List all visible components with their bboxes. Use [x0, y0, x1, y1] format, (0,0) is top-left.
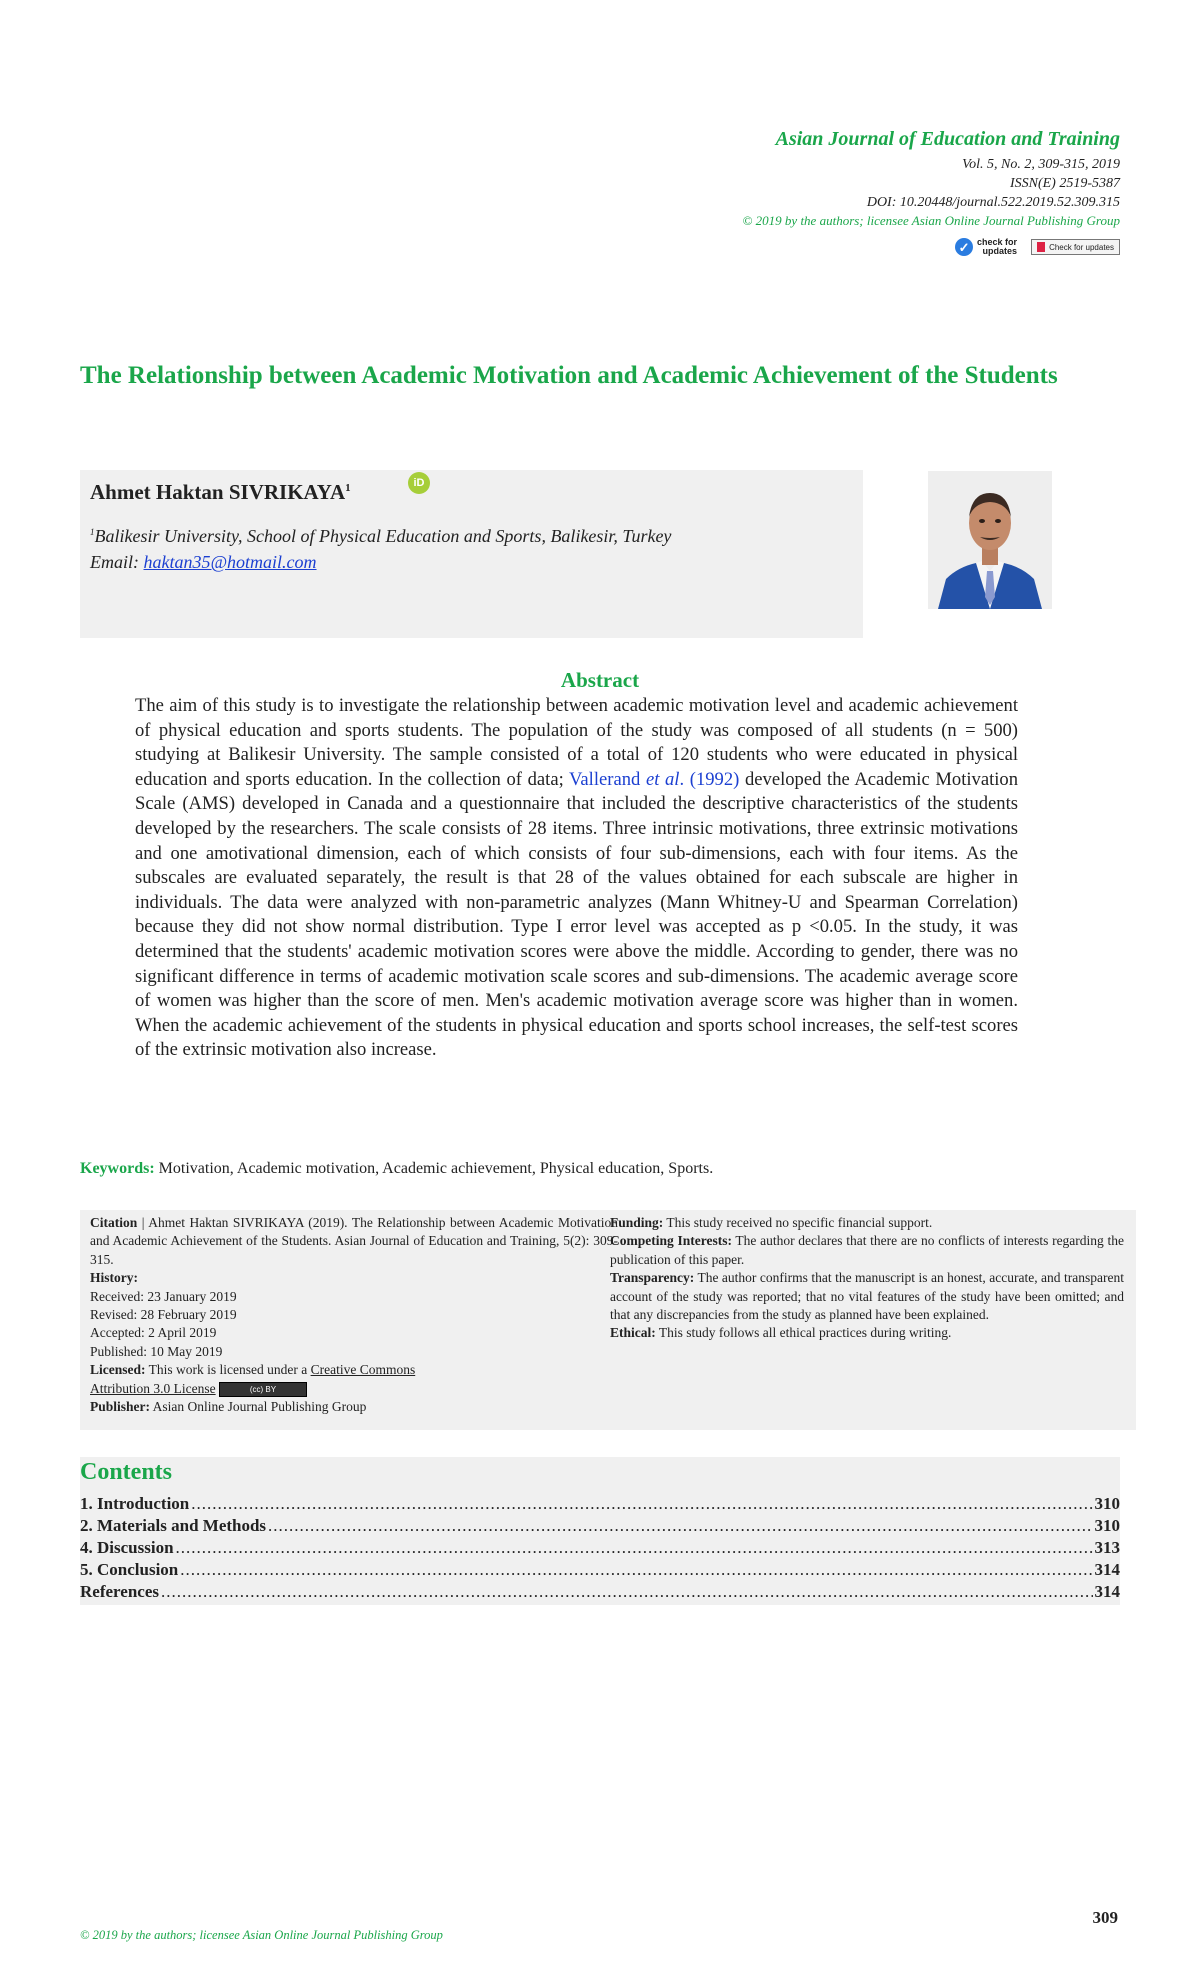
- toc-leader-dots: [191, 1494, 1092, 1514]
- toc-item-page: 314: [1094, 1582, 1120, 1601]
- funding-label: Funding:: [610, 1215, 664, 1230]
- crossmark-icon: [1037, 242, 1045, 252]
- author-name-text: Ahmet Haktan SIVRIKAYA: [90, 480, 346, 504]
- author-name: [90, 480, 351, 505]
- check-updates-label: Check for updates: [1049, 242, 1114, 252]
- keywords-text: Motivation, Academic motivation, Academic achievement, Physical education, Sports.: [158, 1160, 714, 1177]
- competing-block: [610, 1232, 1124, 1269]
- affiliation-text: Balikesir University, School of Physical Education and Sports, Balikesir, Turkey: [94, 526, 672, 546]
- publisher-text: Asian Online Journal Publishing Group: [150, 1399, 367, 1415]
- check-for-updates-badge[interactable]: [955, 238, 1017, 256]
- journal-volume: Vol. 5, No. 2, 309-315, 2019: [962, 157, 1120, 172]
- journal-header: [520, 128, 1120, 256]
- update-badges: [520, 238, 1120, 256]
- paper-title: The Relationship between Academic Motivation and Academic Achievement of the Students: [80, 362, 1058, 389]
- toc-item[interactable]: [80, 1538, 1120, 1558]
- history-revised: Revised: 28 February 2019: [90, 1307, 237, 1323]
- table-of-contents: [80, 1457, 1120, 1605]
- abstract-heading: Abstract: [560, 668, 640, 692]
- page-number: 309: [1092, 1908, 1118, 1927]
- license-link-2[interactable]: Attribution 3.0 License: [90, 1380, 216, 1396]
- toc-item-label: 5. Conclusion: [80, 1560, 179, 1579]
- transparency-text: The author confirms that the manuscript is an honest, accurate, and transparent account of the study was reported; that no vital features of the study have been omitted; and that any discrepancies from the study as planned have been explained.: [610, 1270, 1124, 1323]
- competing-text: The author declares that there are no conflicts of interests regarding the publication of this paper.: [610, 1233, 1124, 1267]
- author-box: [80, 470, 863, 638]
- cite-author: Vallerand: [569, 768, 646, 790]
- keywords-label: Keywords:: [80, 1160, 155, 1177]
- article-info-box: [80, 1210, 1136, 1430]
- licensed-label: Licensed:: [90, 1362, 146, 1378]
- journal-issn: ISSN(E) 2519-5387: [1009, 176, 1120, 191]
- ethical-block: [610, 1324, 1124, 1342]
- competing-label: Competing Interests:: [610, 1233, 732, 1249]
- toc-leader-dots: [268, 1516, 1092, 1536]
- toc-item-label: 2. Materials and Methods: [80, 1516, 267, 1535]
- transparency-block: [610, 1269, 1124, 1324]
- article-info-left: [90, 1214, 618, 1416]
- transparency-label: Transparency:: [610, 1270, 695, 1286]
- funding-text: This study received no specific financial support.: [663, 1215, 933, 1230]
- cite-etal: et al: [645, 768, 680, 790]
- toc-item-page: 310: [1094, 1516, 1120, 1535]
- toc-leader-dots: [180, 1560, 1092, 1580]
- journal-name: Asian Journal of Education and Training: [775, 128, 1120, 150]
- toc-item[interactable]: [80, 1494, 1120, 1514]
- funding-block: [610, 1214, 1124, 1232]
- citation-link[interactable]: [569, 769, 739, 790]
- affiliation-sup: 1: [90, 527, 95, 537]
- ethical-text: This study follows all ethical practices during writing.: [655, 1325, 952, 1341]
- license-link-1[interactable]: Creative Commons: [310, 1362, 416, 1378]
- checkmark-icon: ✓: [955, 238, 973, 256]
- article-info-right: [610, 1214, 1124, 1343]
- author-photo: [928, 471, 1052, 609]
- author-portrait-illustration: [928, 471, 1052, 609]
- license-block: [90, 1361, 618, 1398]
- toc-leader-dots: [176, 1538, 1093, 1558]
- history-received: Received: 23 January 2019: [90, 1288, 237, 1304]
- abstract-part-1: The aim of this study is to investigate the relationship between academic motivation level and academic achievement of physical education and sports students. The population of the study was composed of all students (n = 500) studying at Balikesir University. The sample consisted of a total of 120 students who were educated in physical education and sports education. In the collection of data;: [135, 695, 1018, 790]
- citation-text: | Ahmet Haktan SIVRIKAYA (2019). The Relationship between Academic Motivation and Academic Achievement of the Students. Asian Journal of Education and Training, 5(2): 309-315.: [90, 1215, 618, 1267]
- history-label: History:: [90, 1270, 138, 1286]
- abstract-part-2: developed the Academic Motivation Scale (AMS) developed in Canada and a questionnaire that included the descriptive characteristics of the students developed by the researchers. The scale consists of 28 items. Three intrinsic motivations, three extrinsic motivations and one amotivational dimension, each of which consists of four sub-dimensions, each with four items. As the subscales are evaluated separately, the result is that 28 of the values obtained for each subscale are higher in individuals. The data were analyzed with non-parametric analyzes (Mann Whitney-U and Spearman Correlation) because they did not show normal distribution. Type I error level was accepted as p <0.05. In the study, it was determined that the students' academic motivation scores were above the middle. According to gender, there was no significant difference in terms of academic motivation scale scores and sub-dimensions. The academic average score of women was higher than the score of men. Men's academic motivation average score was higher than in women. When the academic achievement of the students in physical education and sports school increases, the self-test scores of the extrinsic motivation also increase.: [135, 768, 1019, 1061]
- toc-leader-dots: [161, 1582, 1093, 1602]
- cite-year: . (1992): [679, 768, 740, 790]
- author-affiliation: [90, 526, 671, 547]
- citation-label: Citation: [90, 1215, 138, 1230]
- orcid-icon[interactable]: iD: [408, 472, 430, 494]
- check-badge-line1: check for: [977, 237, 1018, 247]
- email-label: Email:: [90, 552, 139, 572]
- email-link[interactable]: haktan35@hotmail.com: [143, 552, 317, 572]
- toc-item-label: References: [80, 1582, 159, 1601]
- footer-copyright: © 2019 by the authors; licensee Asian Online Journal Publishing Group: [80, 1928, 443, 1942]
- toc-item-page: 310: [1094, 1494, 1120, 1513]
- check-for-updates-button[interactable]: [1031, 239, 1120, 255]
- toc-item-label: 4. Discussion: [80, 1538, 174, 1557]
- publisher-block: [90, 1398, 618, 1416]
- toc-item-label: 1. Introduction: [80, 1494, 190, 1513]
- citation-block: [90, 1214, 618, 1269]
- journal-doi[interactable]: DOI: 10.20448/journal.522.2019.52.309.315: [866, 195, 1120, 210]
- toc-item[interactable]: [80, 1582, 1120, 1602]
- cc-by-badge[interactable]: (cc) BY: [219, 1382, 307, 1397]
- toc-item[interactable]: [80, 1516, 1120, 1536]
- toc-item[interactable]: [80, 1560, 1120, 1580]
- history-published: Published: 10 May 2019: [90, 1343, 223, 1359]
- check-badge-line2: updates: [982, 246, 1018, 256]
- ethical-label: Ethical:: [610, 1325, 656, 1341]
- toc-item-page: 314: [1094, 1560, 1120, 1579]
- author-email-line: [90, 552, 317, 573]
- history-accepted: Accepted: 2 April 2019: [90, 1325, 217, 1341]
- abstract-text: [135, 694, 1018, 1063]
- toc-item-page: 313: [1094, 1538, 1120, 1557]
- keywords: [80, 1160, 713, 1178]
- author-sup: 1: [345, 482, 351, 494]
- licensed-text: This work is licensed under a: [145, 1362, 311, 1378]
- contents-heading: Contents: [80, 1459, 173, 1485]
- header-copyright: © 2019 by the authors; licensee Asian Online Journal Publishing Group: [742, 213, 1120, 228]
- publisher-label: Publisher:: [90, 1399, 151, 1415]
